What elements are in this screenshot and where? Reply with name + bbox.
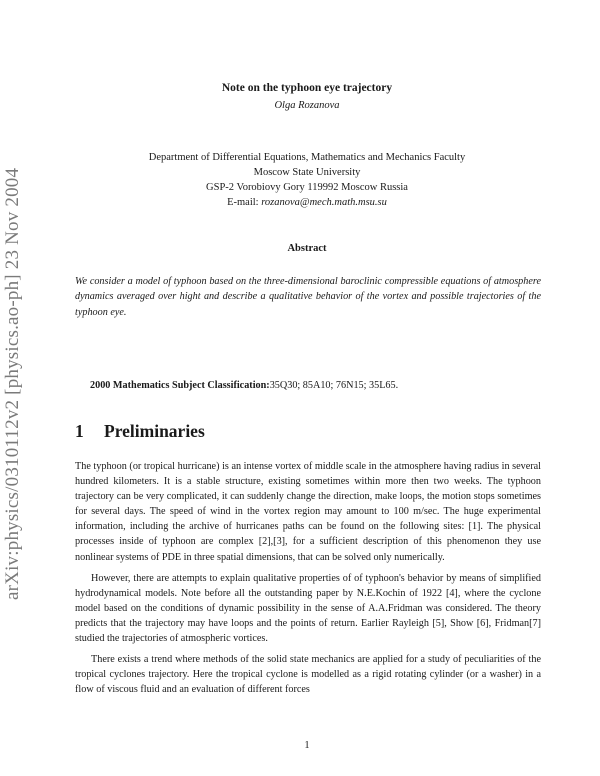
abstract-text: We consider a model of typhoon based on the three-dimensional baroclinic compressible equations of atmosphere dynamics averaged over hight and describe a qualitative behavior of the vortex and possible trajectories of the typhoon eye. (75, 276, 541, 318)
section-number: 1 (75, 421, 84, 441)
affiliation-block (0, 150, 600, 210)
section-title: Preliminaries (104, 421, 205, 441)
msc-label: 2000 Mathematics Subject Classification: (90, 380, 270, 391)
email-label: E-mail: (227, 197, 259, 208)
page-number: 1 (304, 740, 310, 751)
affiliation-department: Department of Differential Equations, Mathematics and Mechanics Faculty (148, 152, 466, 163)
email-address: rozanova@mech.math.msu.su (261, 197, 387, 208)
section-heading (75, 421, 205, 442)
affiliation-address: GSP-2 Vorobiovy Gory 119992 Moscow Russia (206, 182, 408, 193)
paper-title: Note on the typhoon eye trajectory (221, 82, 393, 94)
section-body (75, 459, 541, 703)
paragraph-2: However, there are attempts to explain qualitative properties of of typhoon's behavior by means of simplified hydrodynamical models. Note before all the outstanding paper by N.E.Kochin of 1922 [4], where the cyclone model based on the conditions of dynamic possibility in the sense of A.A.Fridman was considered. The theory predicts that the trajectory may have loops and the points of return. Earlier Rayleigh [5], Show [6], Fridman[7] studied the trajectories of atmospheric vortices. (75, 572, 541, 645)
arxiv-stamp-text: arXiv:physics/0310112v2 [physics.ao-ph] 23 Nov 2004 (2, 167, 23, 600)
affiliation-email-line (0, 195, 600, 210)
paragraph-1: The typhoon (or tropical hurricane) is an intense vortex of middle scale in the atmosphere having radius in several hundred kilometers. It is a stable structure, existing sometimes within more then two weeks. The typhoon trajectory can be very complicated, it can suddenly change the direction, make loops, the motion stops sometimes for several days. The speed of wind in the vortex region may amount to 100 m/sec. The huge experimental information, including the archive of hurricanes paths can be found on the following sites: [1]. The physical processes inside of typhoon are complex [2],[3], for a sufficient description of this phenomenon they use nonlinear systems of PDE in three spatial dimensions, that can be solved only numerically. (75, 461, 541, 563)
affiliation-university: Moscow State University (253, 167, 361, 178)
msc-classification (90, 380, 550, 391)
paragraph-3: There exists a trend where methods of the solid state mechanics are applied for a study of peculiarities of the tropical cyclones trajectory. Here the tropical cyclone is modelled as a rigid rotating cylinder (or a washer) in a flow of viscous fluid and an evaluation of different forces (75, 654, 541, 696)
abstract-heading: Abstract (287, 243, 327, 254)
msc-codes: 35Q30; 85A10; 76N15; 35L65. (269, 380, 399, 391)
paper-author: Olga Rozanova (274, 100, 340, 111)
